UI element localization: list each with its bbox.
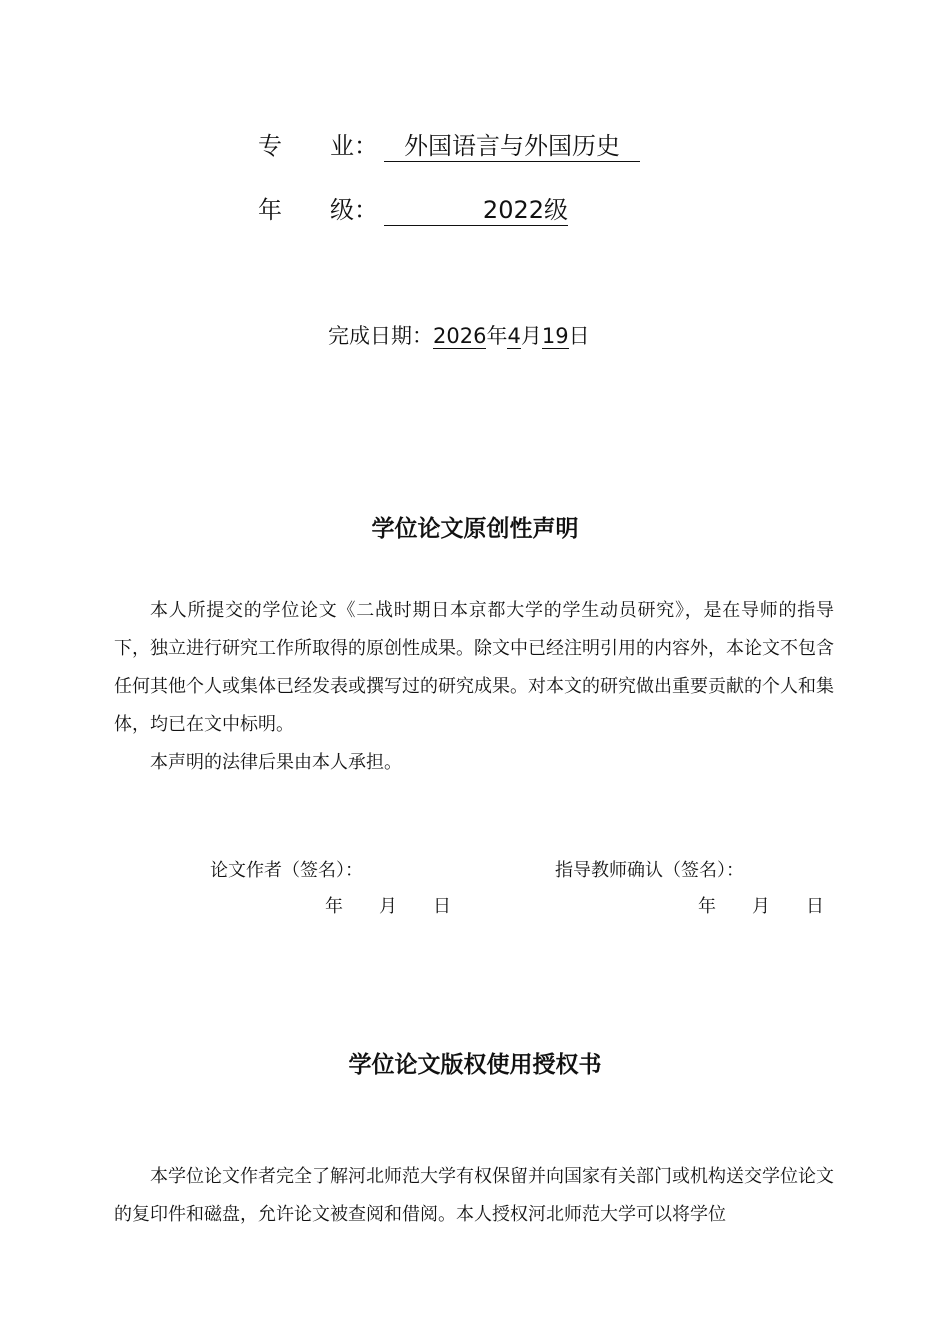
grade-value: 2022级 — [384, 190, 568, 226]
date-day: 19 — [541, 324, 569, 348]
date-month: 4 — [507, 324, 521, 348]
date-year: 2026 — [433, 324, 487, 348]
author-signature-label: 论文作者（签名）： — [210, 860, 363, 881]
declaration-paragraph-1: 本人所提交的学位论文《二战时期日本京都大学的学生动员研究》，是在导师的指导下，独立进行研究工作所取得的原创性成果。除文中已经注明引用的内容外，本论文不包含任何其他个人或集体已经发表或撰写过的研究成果。对本文的研究做出重要贡献的个人和集体，均已在文中标明。 — [114, 600, 834, 735]
date-month-unit: 月 — [520, 324, 542, 348]
grade-label: 年 级： — [258, 196, 378, 224]
date-label: 完成日期： — [328, 324, 433, 348]
date-day-unit: 日 — [568, 324, 590, 348]
declaration-title: 学位论文原创性声明 — [371, 516, 579, 542]
major-label: 专 业： — [258, 132, 378, 160]
authorization-title: 学位论文版权使用授权书 — [348, 1052, 602, 1078]
authorization-paragraph-1: 本学位论文作者完全了解河北师范大学有权保留并向国家有关部门或机构送交学位论文的复印件和磁盘，允许论文被查阅和借阅。本人授权河北师范大学可以将学位 — [114, 1166, 834, 1225]
date-year-unit: 年 — [486, 324, 508, 348]
major-value: 外国语言与外国历史 — [384, 126, 640, 162]
declaration-paragraph-2: 本声明的法律后果由本人承担。 — [150, 752, 402, 773]
advisor-sign-date: 年 月 日 — [698, 896, 824, 917]
advisor-signature-label: 指导教师确认（签名）： — [555, 860, 744, 881]
completion-date — [328, 320, 590, 350]
author-sign-date: 年 月 日 — [325, 896, 451, 917]
